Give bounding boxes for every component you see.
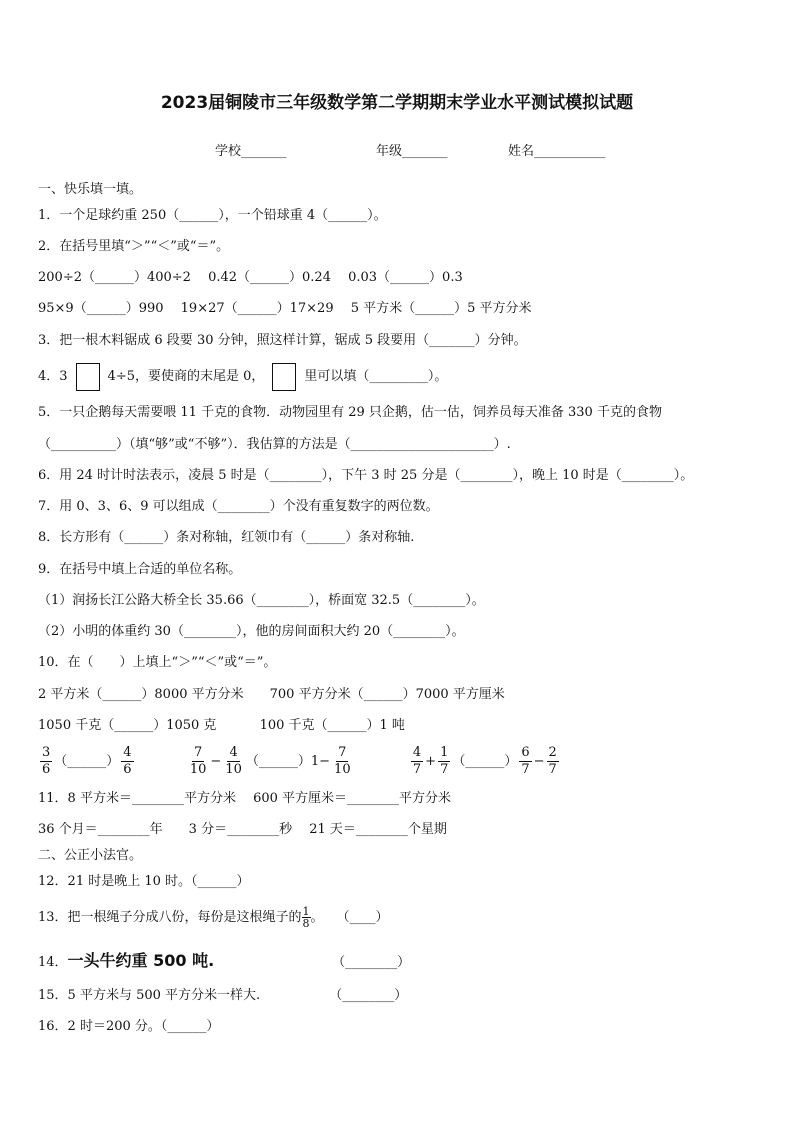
grade-field: 年级_______ [376,144,448,159]
fraction: $\frac{6}{7}$ [521,745,530,777]
question-2a: 200÷2（______）400÷2 0.42（______）0.24 0.03（______）0.3 [38,270,463,285]
fraction: $\frac{4}{7}$ [412,745,422,777]
question-3: 3．把一根木料锯成 6 段要 30 分钟，照这样计算，锯成 5 段要用（_______）分钟。 [38,333,527,348]
question-10c [38,744,561,780]
school-field: 学校_______ [215,144,287,159]
page-title: 2023届铜陵市三年级数学第二学期期末学业水平测试模拟试题 [160,93,634,113]
minus-sign: − [210,754,222,769]
question-5-line-1: 5．一只企鹅每天需要喂 11 千克的食物．动物园里有 29 只企鹅，估一估，饲养员每天准备 330 千克的食物 [38,405,662,420]
question-14-number: 14． [38,955,68,970]
question-11a: 11．8 平方米＝________平方分米 600 平方厘米＝________平方分米 [38,791,452,806]
answer-blank: （______） [245,754,311,769]
name-field: 姓名___________ [508,144,606,159]
fraction: $\frac{7}{10}$ [189,745,207,777]
question-4-part-c: 里可以填（_________）。 [304,369,448,384]
one-minus: 1− [310,754,331,769]
answer-blank: （______） [54,754,120,769]
minus-sign: − [533,754,545,769]
fraction: $\frac{4}{6}$ [123,745,132,777]
question-10a: 2 平方米（______）8000 平方分米 700 平方分米（______）7000 平方厘米 [38,687,505,702]
fraction: $\frac{2}{7}$ [548,745,557,777]
question-13-text: 13．把一根绳子分成八份，每份是这根绳子的 [38,910,302,925]
question-9: 9．在括号中填上合适的单位名称。 [38,562,242,577]
question-4 [38,362,447,392]
question-9-2: （2）小明的体重约 30（________），他的房间面积大约 20（________）。 [38,624,465,639]
question-11b: 36 个月＝________年 3 分＝________秒 21 天＝________个星期 [38,822,447,837]
fraction: $\frac{1}{8}$ [302,905,310,930]
fraction: $\frac{1}{7}$ [440,745,449,777]
blank-box [76,363,100,391]
blank-box [272,363,296,391]
question-10b: 1050 千克（______）1050 克 100 千克（______）1 吨 [38,718,405,733]
plus-sign: + [425,754,437,769]
question-15: 15．5 平方米与 500 平方分米一样大. （________） [38,988,408,1003]
question-10: 10．在（ ）上填上“＞”“＜”或“＝”。 [38,655,277,670]
fraction: $\frac{7}{10}$ [334,745,351,777]
section-1-heading: 一、快乐填一填。 [38,182,143,197]
section-2-heading: 二、公正小法官。 [38,848,143,863]
question-16: 16．2 时＝200 分。（______） [38,1019,220,1034]
question-8: 8．长方形有（______）条对称轴，红领巾有（______）条对称轴. [38,530,415,545]
question-14 [38,950,410,974]
question-13 [38,904,389,932]
answer-blank: （______） [452,754,518,769]
question-4-part-a: 4．3 [38,369,68,384]
question-9-1: （1）润扬长江公路大桥全长 35.66（________），桥面宽 32.5（________）。 [38,593,485,608]
fraction: $\frac{3}{6}$ [42,745,51,777]
question-5-line-2: （__________）（填“够”或“不够”）．我估算的方法是（______________________）. [38,437,511,452]
question-14-text: 一头牛约重 500 吨. [67,951,215,970]
question-4-part-b: 4÷5，要使商的末尾是 0， [107,369,265,384]
question-13-blank: 。 （____） [310,910,389,925]
question-12: 12．21 时是晚上 10 时。（______） [38,874,250,889]
question-2: 2．在括号里填“＞”“＜”或“＝”。 [38,239,230,254]
question-6: 6．用 24 时计时法表示，凌晨 5 时是（________），下午 3 时 25 分是（________），晚上 10 时是（________）。 [38,468,694,483]
question-14-blank: （________） [332,955,411,970]
question-7: 7．用 0、3、6、9 可以组成（________）个没有重复数字的两位数。 [38,499,439,514]
question-1: 1．一个足球约重 250（______），一个铅球重 4（______）。 [38,208,387,223]
fraction: $\frac{4}{10}$ [225,745,242,777]
question-2b: 95×9（______）990 19×27（______）17×29 5 平方米（______）5 平方分米 [38,301,532,316]
